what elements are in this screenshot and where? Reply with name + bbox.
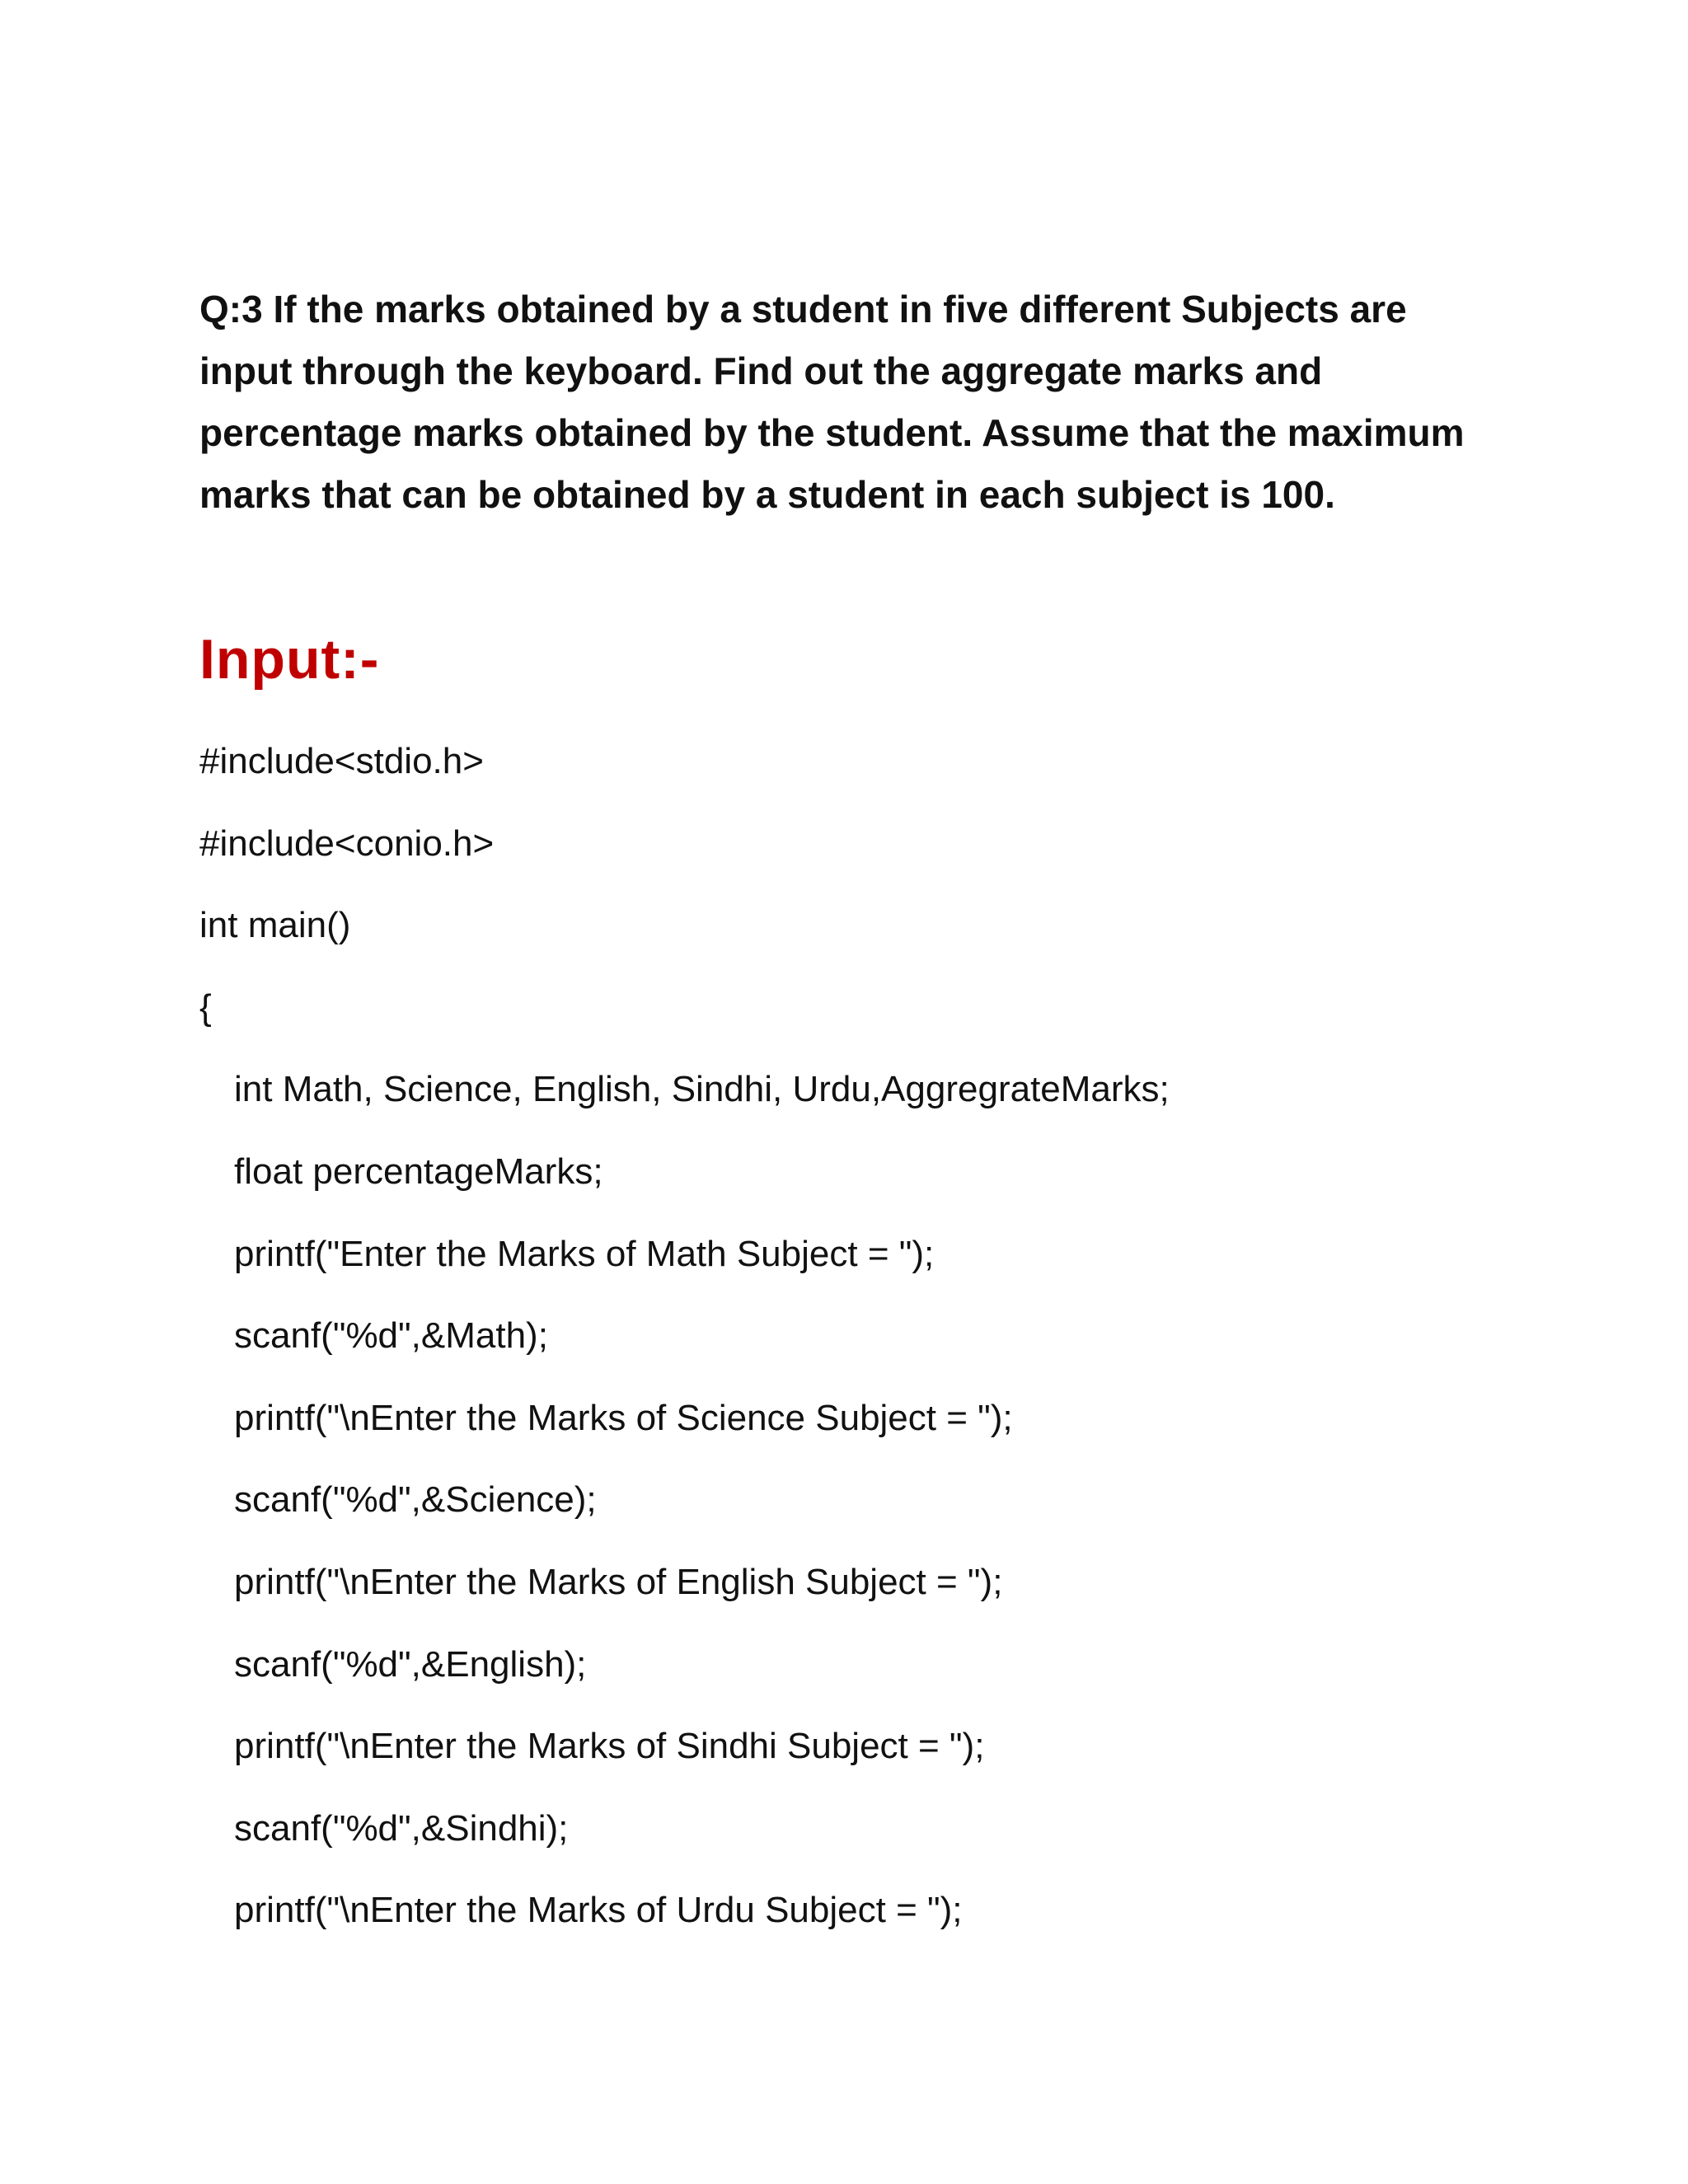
code-line: scanf("%d",&Math); <box>234 1315 548 1357</box>
code-line: printf("\nEnter the Marks of English Subject = "); <box>234 1561 1003 1602</box>
code-line: { <box>199 987 212 1028</box>
code-listing <box>199 737 1518 1968</box>
code-line: #include<conio.h> <box>199 823 495 864</box>
code-line: scanf("%d",&Sindhi); <box>234 1807 569 1849</box>
code-line: printf("\nEnter the Marks of Science Subject = "); <box>234 1397 1013 1438</box>
code-line: printf("\nEnter the Marks of Urdu Subject = "); <box>234 1890 963 1931</box>
code-line: printf("Enter the Marks of Math Subject = "); <box>234 1233 935 1274</box>
input-heading: Input:- <box>199 628 380 691</box>
code-line: float percentageMarks; <box>234 1151 603 1192</box>
code-line: printf("\nEnter the Marks of Sindhi Subject = "); <box>234 1726 985 1767</box>
code-line: scanf("%d",&Science); <box>234 1479 597 1521</box>
code-line: #include<stdio.h> <box>199 741 484 781</box>
code-line: int Math, Science, English, Sindhi, Urdu,AggregrateMarks; <box>234 1069 1170 1110</box>
code-line: scanf("%d",&English); <box>234 1643 587 1685</box>
code-line: int main() <box>199 905 351 946</box>
question-text: Q:3 If the marks obtained by a student in five different Subjects are input through the keyboard. Find out the aggregate marks and percentage marks obtained by the student. Assume that the maximum marks that can be obtained by a student in each subject is 100. <box>199 288 1465 516</box>
